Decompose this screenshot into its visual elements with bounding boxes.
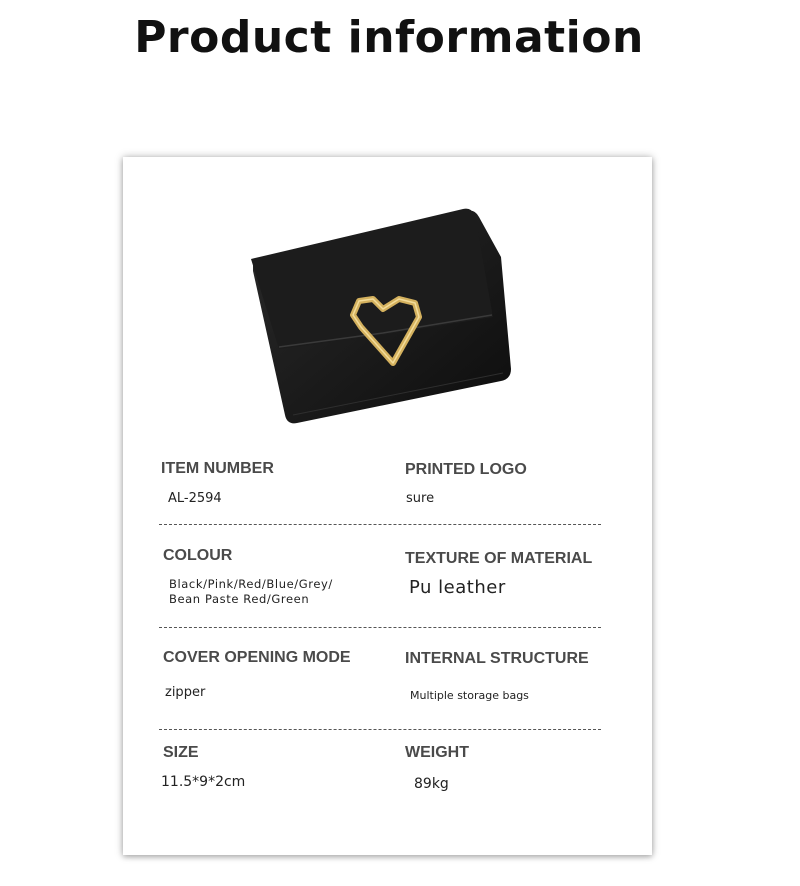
printed-logo-value: sure [406,491,435,506]
internal-structure-value: Multiple storage bags [410,689,529,702]
divider [159,627,601,628]
wallet-product-image [243,197,523,437]
printed-logo-label: PRINTED LOGO [405,461,527,478]
item-number-label: ITEM NUMBER [161,460,274,477]
cover-opening-label: COVER OPENING MODE [163,649,351,666]
size-value: 11.5*9*2cm [161,774,246,790]
colour-value-line2: Bean Paste Red/Green [169,592,310,606]
weight-value: 89kg [414,776,449,792]
size-label: SIZE [163,744,199,761]
cover-opening-value: zipper [165,685,206,700]
divider [159,524,601,525]
texture-label: TEXTURE OF MATERIAL [405,550,593,567]
divider [159,729,601,730]
weight-label: WEIGHT [405,744,469,761]
texture-value: Pu leather [409,577,506,598]
item-number-value: AL-2594 [168,491,222,506]
product-info-card [123,157,652,855]
colour-value-line1: Black/Pink/Red/Blue/Grey/ [169,577,333,591]
colour-label: COLOUR [163,547,233,564]
page-title: Product information [134,12,644,63]
internal-structure-label: INTERNAL STRUCTURE [405,650,589,667]
